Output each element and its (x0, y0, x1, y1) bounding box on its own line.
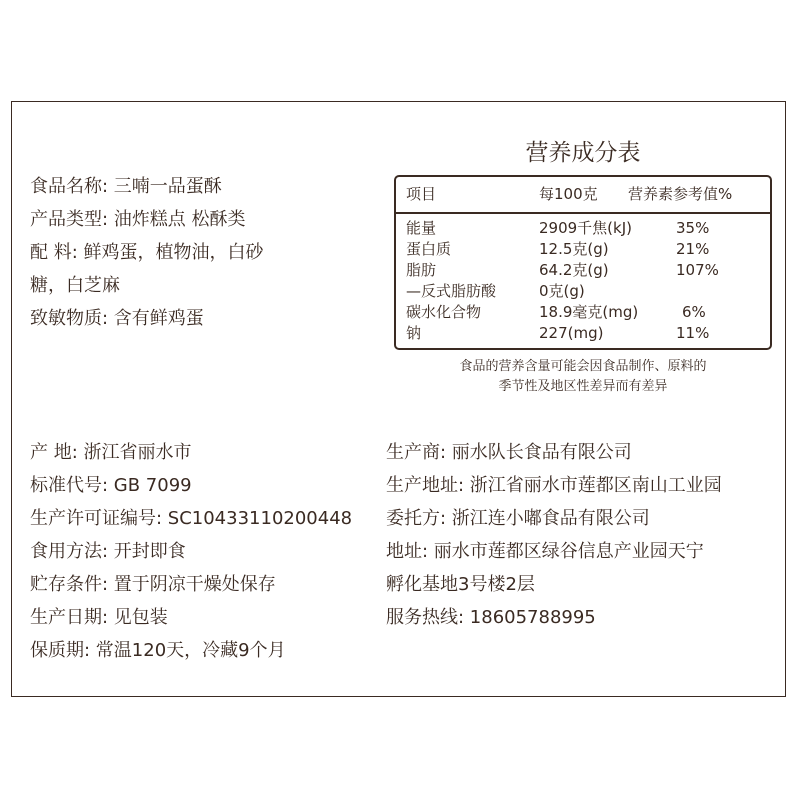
row-item: 钠 (406, 324, 422, 342)
standard-code: 标准代号: GB 7099 (30, 475, 192, 496)
origin: 产 地: 浙江省丽水市 (30, 442, 192, 463)
row-per100: 227(mg) (539, 324, 604, 342)
row-item: 能量 (406, 219, 437, 237)
header-nrv: 营养素参考值% (628, 185, 733, 203)
nutrition-note-line1: 食品的营养含量可能会因食品制作、原料的 (459, 359, 707, 374)
manufacturer: 生产商: 丽水队长食品有限公司 (386, 442, 632, 463)
nutrition-note-line2: 季节性及地区性差异而有差异 (498, 379, 668, 394)
ingredients-line2: 糖，白芝麻 (30, 275, 120, 296)
manufacturer-address: 生产地址: 浙江省丽水市莲都区南山工业园 (386, 475, 722, 496)
row-nrv: 21% (676, 240, 710, 258)
row-item: 蛋白质 (406, 240, 452, 258)
nutrition-header-row (396, 177, 770, 211)
row-item: 碳水化合物 (406, 303, 482, 321)
license-number: 生产许可证编号: SC10433110200448 (30, 508, 353, 529)
row-per100: 12.5克(g) (539, 240, 609, 258)
client-company: 委托方: 浙江连小嘟食品有限公司 (386, 508, 650, 529)
shelf-life: 保质期: 常温120天，冷藏9个月 (30, 640, 286, 661)
row-per100: 0克(g) (539, 282, 585, 300)
allergen-info: 致敏物质: 含有鲜鸡蛋 (30, 308, 204, 329)
nutrition-title: 营养成分表 (525, 140, 641, 166)
storage-conditions: 贮存条件: 置于阴凉干燥处保存 (30, 574, 276, 595)
nutrition-table (394, 175, 772, 350)
row-per100: 64.2克(g) (539, 261, 609, 279)
row-nrv: 35% (676, 219, 710, 237)
product-name: 食品名称: 三喃一品蛋酥 (30, 176, 222, 197)
header-item: 项目 (406, 185, 437, 203)
product-type: 产品类型: 油炸糕点 松酥类 (30, 209, 246, 230)
row-nrv: 107% (676, 261, 719, 279)
row-item: —反式脂肪酸 (406, 282, 497, 300)
production-date: 生产日期: 见包装 (30, 607, 168, 628)
row-per100: 18.9毫克(mg) (539, 303, 639, 321)
row-nrv: 6% (682, 303, 706, 321)
header-per100: 每100克 (539, 185, 598, 203)
client-address-line1: 地址: 丽水市莲都区绿谷信息产业园天宁 (386, 541, 704, 562)
nutrition-divider (396, 212, 770, 214)
row-nrv: 11% (676, 324, 710, 342)
row-item: 脂肪 (406, 261, 437, 279)
service-hotline: 服务热线: 18605788995 (386, 607, 596, 628)
usage-method: 食用方法: 开封即食 (30, 541, 186, 562)
client-address-line2: 孵化基地3号楼2层 (386, 574, 535, 595)
row-per100: 2909千焦(kJ) (539, 219, 632, 237)
ingredients-line1: 配 料: 鲜鸡蛋，植物油，白砂 (30, 242, 264, 263)
